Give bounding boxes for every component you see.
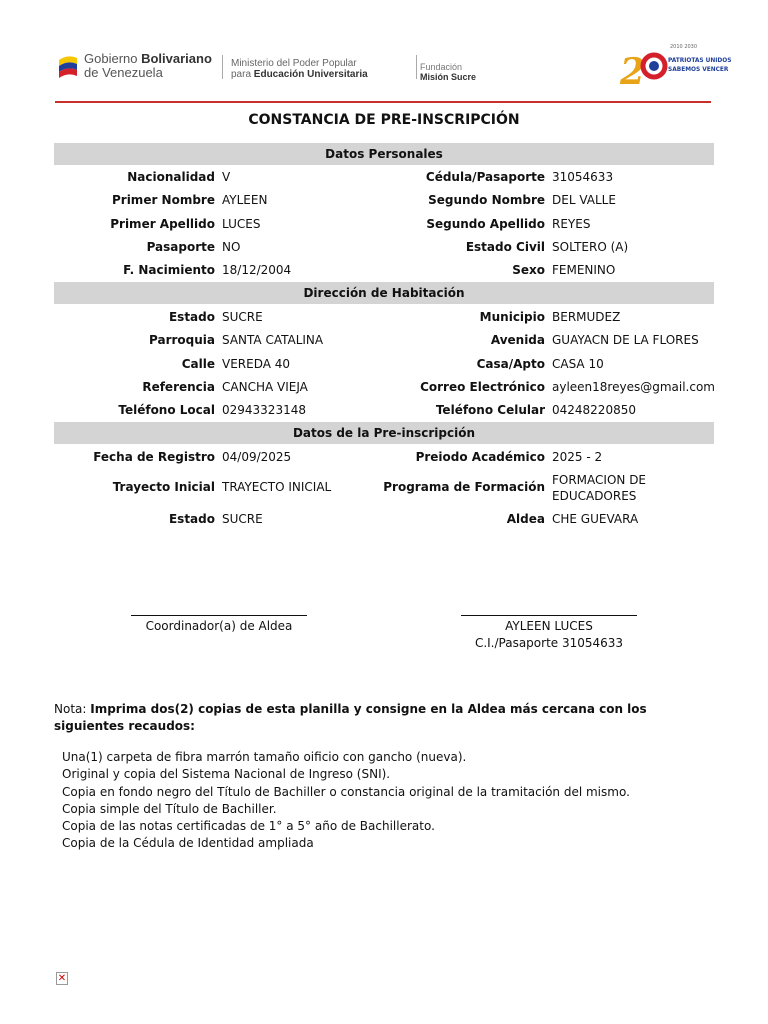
field-label: Avenida bbox=[490, 333, 545, 347]
document-title: CONSTANCIA DE PRE-INSCRIPCIÓN bbox=[248, 112, 520, 128]
field-label: Trayecto Inicial bbox=[112, 480, 215, 494]
field-value: FORMACION DE EDUCADORES bbox=[552, 473, 647, 503]
field-label: Segundo Apellido bbox=[426, 217, 545, 231]
ministry-name: Ministerio del Poder Popular para Educación Universitaria bbox=[231, 58, 368, 80]
svg-text:PATRIOTAS UNIDOS: PATRIOTAS UNIDOS bbox=[668, 56, 732, 64]
field-value: 31054633 bbox=[552, 170, 614, 184]
broken-image-icon: ✕ bbox=[57, 973, 67, 984]
field-label: F. Nacimiento bbox=[123, 263, 215, 277]
note-text: Nota: Imprima dos(2) copias de esta planilla y consigne en la Aldea más cercana con los siguientes recaudos: bbox=[54, 702, 647, 733]
field-value: V bbox=[222, 170, 231, 184]
field-value: 02943323148 bbox=[222, 403, 306, 417]
field-label: Pasaporte bbox=[146, 240, 215, 254]
header-separator bbox=[222, 55, 223, 79]
section-personal-data: Datos Personales bbox=[54, 143, 714, 165]
field-value: SANTA CATALINA bbox=[222, 333, 324, 347]
applicant-signature-label: AYLEEN LUCES C.I./Pasaporte 31054633 bbox=[474, 619, 624, 650]
bicentenario-logo bbox=[620, 40, 732, 93]
requirement-item: Copia de la Cédula de Identidad ampliada bbox=[62, 836, 314, 851]
field-value: BERMUDEZ bbox=[552, 310, 621, 324]
requirement-item: Copia en fondo negro del Título de Bachiller o constancia original de la tramitación del mismo. bbox=[62, 784, 630, 799]
coordinator-signature-label: Coordinador(a) de Aldea bbox=[145, 619, 293, 633]
field-value: AYLEEN bbox=[222, 193, 268, 207]
field-label: Preiodo Académico bbox=[415, 450, 545, 464]
field-label: Teléfono Celular bbox=[435, 403, 545, 417]
svg-text:2: 2 bbox=[620, 51, 646, 93]
requirement-item: Una(1) carpeta de fibra marrón tamaño oificio con gancho (nueva). bbox=[62, 750, 467, 764]
field-value: SUCRE bbox=[222, 310, 263, 324]
field-value: 2025 - 2 bbox=[552, 450, 603, 464]
field-label: Primer Nombre bbox=[111, 193, 215, 207]
field-value: GUAYACN DE LA FLORES bbox=[552, 333, 699, 347]
applicant-signature-line bbox=[461, 615, 637, 616]
field-label: Sexo bbox=[512, 263, 545, 277]
field-value: CASA 10 bbox=[552, 357, 604, 371]
field-value: 04248220850 bbox=[552, 403, 636, 417]
section-address: Dirección de Habitación bbox=[54, 282, 714, 304]
field-label: Primer Apellido bbox=[110, 217, 215, 231]
header-divider bbox=[55, 101, 711, 103]
field-label: Cédula/Pasaporte bbox=[425, 170, 545, 184]
section-preinscription: Datos de la Pre-inscripción bbox=[54, 422, 714, 444]
government-name: Gobierno Bolivariano de Venezuela bbox=[84, 51, 212, 80]
field-label: Casa/Apto bbox=[476, 357, 545, 371]
field-label: Municipio bbox=[479, 310, 545, 324]
requirements-list bbox=[62, 749, 630, 853]
coordinator-signature-line bbox=[131, 615, 307, 616]
field-label: Nacionalidad bbox=[127, 170, 215, 184]
field-label: Teléfono Local bbox=[118, 403, 215, 417]
field-label: Estado bbox=[168, 310, 215, 324]
field-value: FEMENINO bbox=[552, 263, 616, 277]
field-label: Aldea bbox=[506, 512, 545, 526]
svg-text:SABEMOS VENCER: SABEMOS VENCER bbox=[668, 65, 729, 73]
requirement-item: Original y copia del Sistema Nacional de Ingreso (SNI). bbox=[62, 767, 391, 782]
field-value: LUCES bbox=[222, 217, 261, 231]
foundation-name: Fundación Misión Sucre bbox=[420, 62, 477, 82]
requirement-item: Copia de las notas certificadas de 1° a 5° año de Bachillerato. bbox=[62, 819, 435, 834]
field-value: SUCRE bbox=[222, 512, 263, 526]
field-label: Fecha de Registro bbox=[93, 450, 215, 464]
field-label: Programa de Formación bbox=[383, 480, 545, 494]
document-header bbox=[54, 38, 732, 100]
field-value: ayleen18reyes@gmail.com bbox=[552, 380, 715, 394]
field-label: Estado Civil bbox=[465, 240, 545, 254]
field-value: SOLTERO (A) bbox=[552, 240, 629, 254]
venezuela-flag-icon bbox=[58, 54, 78, 80]
field-label: Referencia bbox=[142, 380, 215, 394]
field-value: DEL VALLE bbox=[552, 193, 616, 207]
header-separator bbox=[416, 55, 417, 79]
field-value: 04/09/2025 bbox=[222, 450, 292, 464]
field-value: REYES bbox=[552, 217, 591, 231]
field-label: Calle bbox=[181, 357, 215, 371]
field-label: Segundo Nombre bbox=[428, 193, 545, 207]
field-value: VEREDA 40 bbox=[222, 357, 291, 371]
field-value: CHE GUEVARA bbox=[552, 512, 639, 526]
field-value: 18/12/2004 bbox=[222, 263, 292, 277]
field-value: NO bbox=[222, 240, 241, 254]
requirement-item: Copia simple del Título de Bachiller. bbox=[62, 801, 277, 816]
field-value: TRAYECTO INICIAL bbox=[222, 480, 332, 494]
svg-text:2010 2030: 2010 2030 bbox=[670, 44, 698, 50]
field-label: Correo Electrónico bbox=[420, 380, 545, 394]
field-label: Estado bbox=[168, 512, 215, 526]
field-label: Parroquia bbox=[149, 333, 215, 347]
field-value: CANCHA VIEJA bbox=[222, 380, 308, 394]
